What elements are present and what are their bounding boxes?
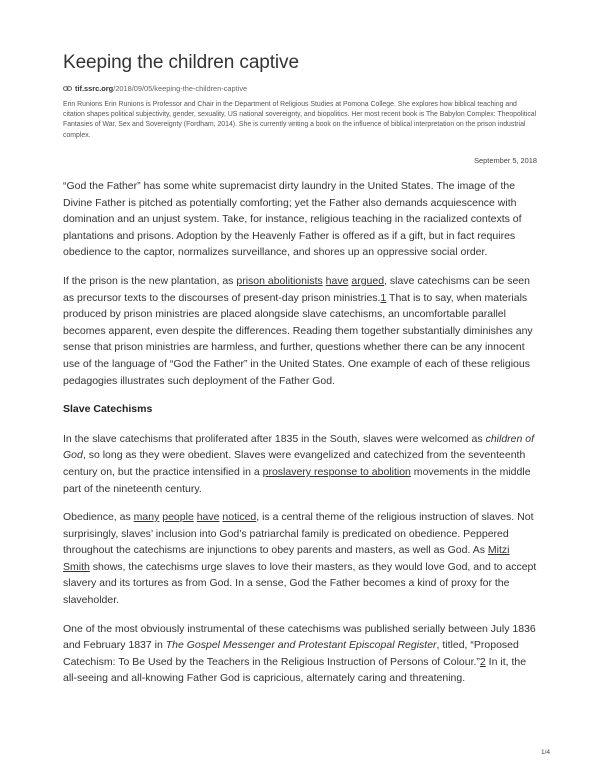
text-run: In the slave catechisms that proliferated after 1835 in the South, slaves were welcomed as xyxy=(63,432,486,445)
article-body xyxy=(63,178,537,699)
text-run: , is a central theme of the religious instruction of slaves. Not surprisingly, slaves’ inclusion into God’s patriarchal family is predicated on obedience. Peppered throughout the catechisms are injunctions to obey parents and masters, as well as God. As xyxy=(63,511,534,557)
footnote-link-2[interactable]: 2 xyxy=(479,655,486,668)
paragraph-5 xyxy=(63,621,537,687)
link-icon xyxy=(63,84,72,93)
link-people[interactable]: people xyxy=(162,511,194,524)
link-proslavery-response[interactable]: proslavery response to abolition xyxy=(262,465,411,478)
link-have[interactable]: have xyxy=(325,274,349,287)
text-run: , slave catechisms can be seen as precursor texts to the discourses of present-day prison ministries. xyxy=(63,274,530,304)
url-host: tif.ssrc.org xyxy=(75,84,114,93)
text-run: One of the most obviously instrumental of these catechisms was published serially between July 1836 and February 1837 in xyxy=(63,622,536,652)
text-run: That is to say, when materials produced by prison ministries are placed alongside slave catechisms, an uncomfortable parallel becomes apparent, even despite the differences. Reading them together substantially diminishes any sense that prison ministries are harmless, and further, questions whether there can be any innocent use of the language of “God the Father” in the United States. One example of each of these religious pedagogies illustrates such deployment of the Father God. xyxy=(63,291,533,387)
emphasis: The Gospel Messenger and Protestant Episcopal Register xyxy=(165,639,437,652)
paragraph-1: “God the Father” has some white supremacist dirty laundry in the United States. The image of the Divine Father is pitched as potentially comforting; yet the Father also demands acquiescence with domination and an unjust system. Take, for instance, religious teaching in the racialized contexts of plantations and prisons. Adoption by the Heavenly Father is offered as if a gift, but in fact requires obedience to the captor, normalizes surveillance, and shores up an oppressive social order. xyxy=(63,180,522,259)
paragraph-4 xyxy=(63,509,537,609)
section-heading: Slave Catechisms xyxy=(63,403,153,416)
footnote-link-1[interactable]: 1 xyxy=(380,291,387,304)
link-have-2[interactable]: have xyxy=(196,511,220,524)
source-url[interactable] xyxy=(63,84,247,93)
text-run: , so long as they were obedient. Slaves were evangelized and catechized from the seventeenth century on, but the practice intensified in a xyxy=(63,449,526,478)
url-path: /2018/09/05/keeping-the-children-captive xyxy=(113,84,248,93)
article-title: Keeping the children captive xyxy=(63,52,299,73)
text-run: If the prison is the new plantation, as xyxy=(63,274,237,287)
link-prison-abolitionists[interactable]: prison abolitionists xyxy=(236,274,323,287)
link-argued[interactable]: argued xyxy=(351,274,385,287)
link-mitzi-smith[interactable]: Mitzi Smith xyxy=(63,544,510,573)
link-many[interactable]: many xyxy=(133,511,160,524)
text-run: movements in the middle part of the nineteenth century. xyxy=(63,465,531,495)
paragraph-3 xyxy=(63,431,537,497)
publish-date: September 5, 2018 xyxy=(474,156,537,165)
emphasis: children of God xyxy=(63,432,535,462)
author-bio: Erin Runions Erin Runions is Professor and Chair in the Department of Religious Studies at Pomona College. She explores how biblical teaching and citation shapes political subjectivity, gender, sexuality, US national sovereignty, and biopolitics. Her most recent book is The Babylon Complex: Theopolitical Fantasies of War, Sex and Sovereignty (Fordham, 2014). She is currently writing a book on the influence of biblical interpretation on the prison industrial complex. xyxy=(63,101,537,139)
paragraph-2 xyxy=(63,273,537,389)
page-indicator: 1/4 xyxy=(540,749,550,756)
text-run: In it, the all-seeing and all-knowing Father God is capricious, alternately caring and threatening. xyxy=(63,655,527,685)
text-run: shows, the catechisms urge slaves to love their masters, as they would love God, and to accept slavery and its tortures as from God. In a sense, God the Father becomes a kind of proxy for the slaveholder. xyxy=(63,560,537,607)
text-run: , titled, “Proposed Catechism: To Be Used by the Teachers in the Religious Instruction of Persons of Colour.” xyxy=(63,639,519,668)
link-noticed[interactable]: noticed xyxy=(222,511,257,524)
text-run: Obedience, as xyxy=(63,511,134,524)
